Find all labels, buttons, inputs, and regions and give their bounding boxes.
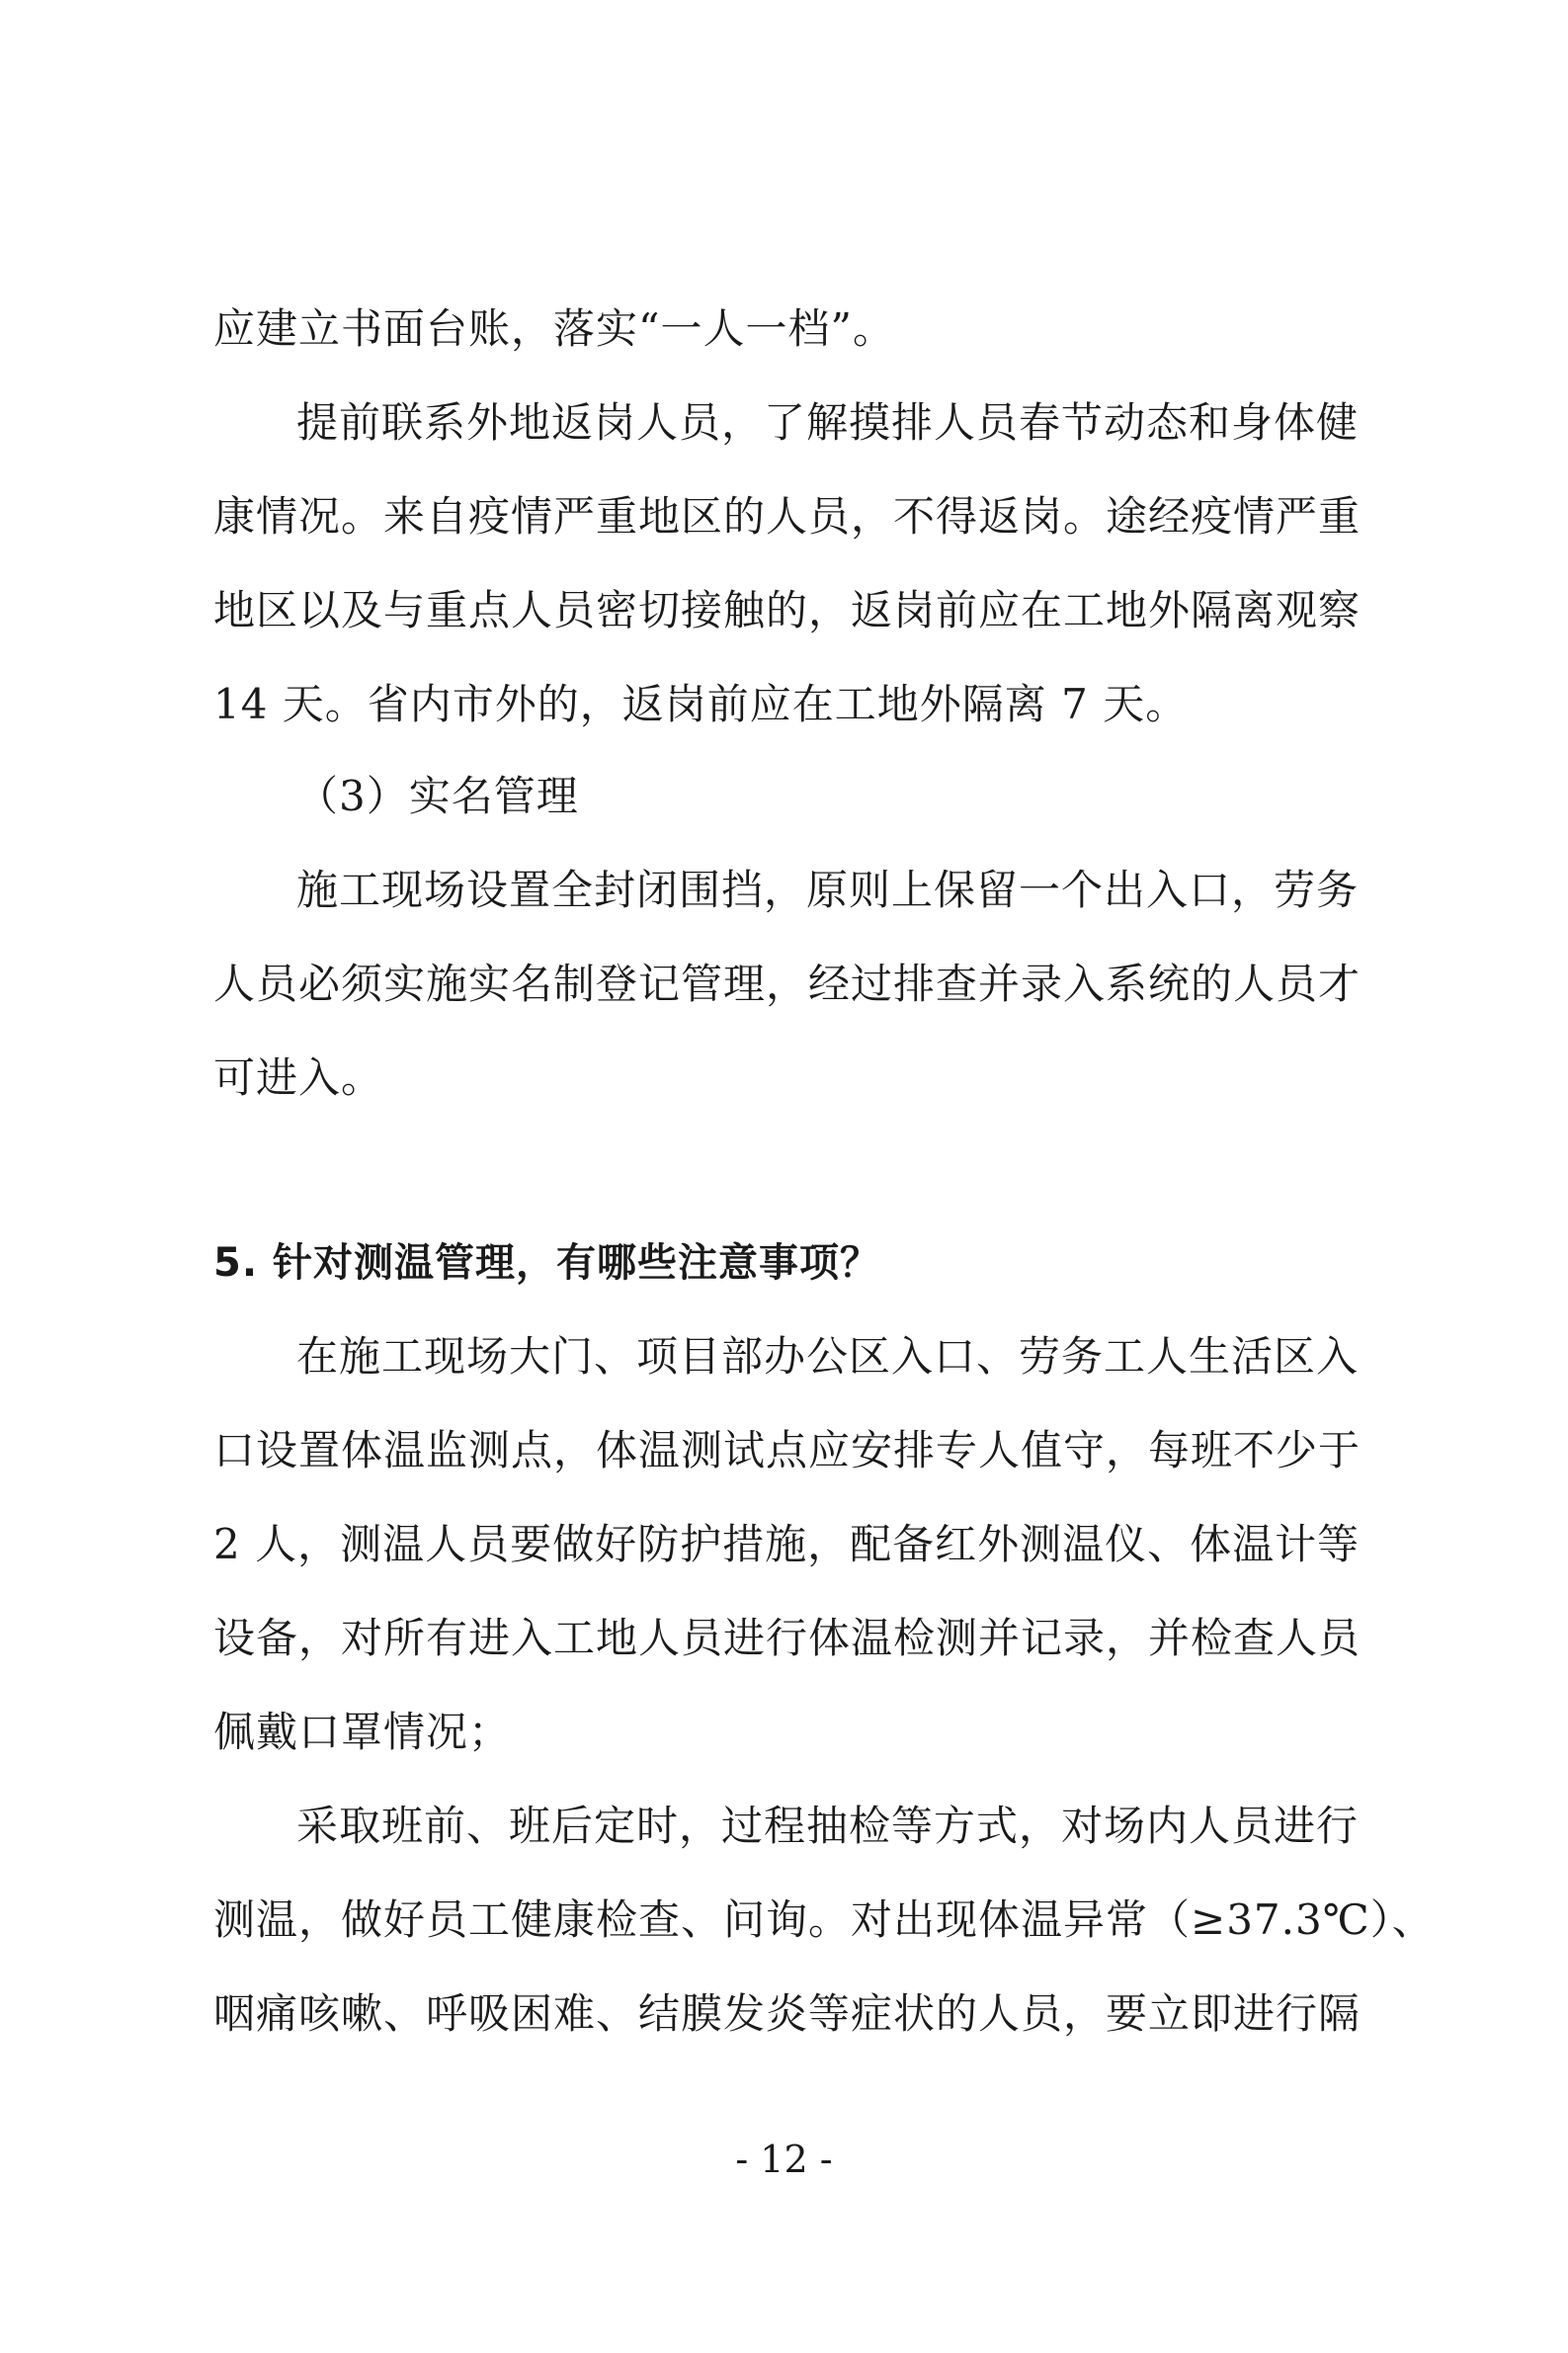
paragraph-line: 设备，对所有进入工地人员进行体温检测并记录，并检查人员 xyxy=(213,1614,1362,1662)
paragraph-line: 人员必须实施实名制登记管理，经过排查并录入系统的人员才 xyxy=(213,960,1362,1008)
paragraph-line: 地区以及与重点人员密切接触的，返岗前应在工地外隔离观察 xyxy=(213,586,1362,634)
paragraph-line: 采取班前、班后定时，过程抽检等方式，对场内人员进行 xyxy=(296,1802,1360,1850)
subsection-heading: （3）实名管理 xyxy=(296,772,579,820)
paragraph-line: 施工现场设置全封闭围挡，原则上保留一个出入口，劳务 xyxy=(296,866,1360,914)
paragraph-line: 口设置体温监测点，体温测试点应安排专人值守，每班不少于 xyxy=(213,1426,1362,1474)
paragraph-line: 可进入。 xyxy=(213,1053,384,1102)
paragraph-line: 佩戴口罩情况； xyxy=(213,1708,512,1756)
page-number: - 12 - xyxy=(735,2138,833,2181)
paragraph-line: 应建立书面台账，落实“一人一档”。 xyxy=(213,304,895,353)
paragraph-line: 提前联系外地返岗人员，了解摸排人员春节动态和身体健 xyxy=(296,398,1360,447)
section-heading: 5. 针对测温管理，有哪些注意事项？ xyxy=(213,1240,880,1286)
paragraph-line: 测温，做好员工健康检查、问询。对出现体温异常（≥37.3℃）、 xyxy=(213,1895,1435,1944)
paragraph-line: 14 天。省内市外的，返岗前应在工地外隔离 7 天。 xyxy=(213,680,1189,728)
paragraph-line: 咽痛咳嗽、呼吸困难、结膜发炎等症状的人员，要立即进行隔 xyxy=(213,1989,1362,2038)
paragraph-line: 2 人，测温人员要做好防护措施，配备红外测温仪、体温计等 xyxy=(213,1520,1361,1568)
paragraph-line: 康情况。来自疫情严重地区的人员，不得返岗。途经疫情严重 xyxy=(213,492,1362,541)
paragraph-line: 在施工现场大门、项目部办公区入口、劳务工人生活区入 xyxy=(296,1332,1360,1381)
